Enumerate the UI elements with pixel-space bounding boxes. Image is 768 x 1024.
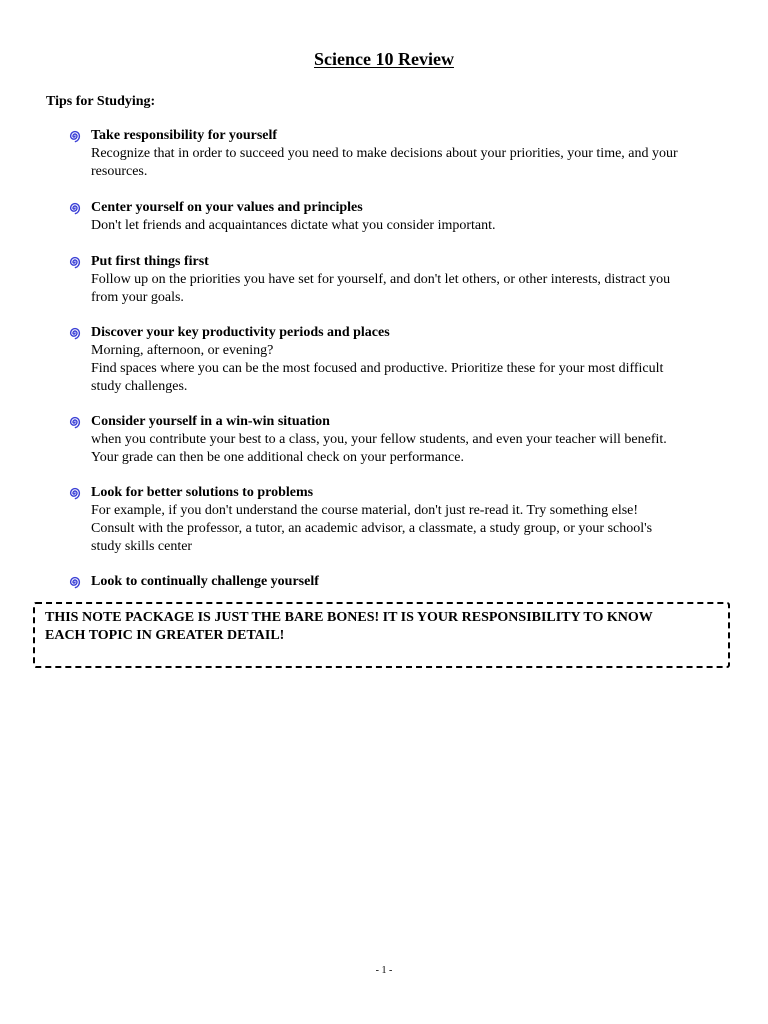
tip-item bbox=[66, 573, 726, 591]
tip-item bbox=[66, 413, 726, 467]
swirl-bullet-icon bbox=[66, 200, 82, 216]
swirl-bullet-icon bbox=[66, 325, 82, 341]
swirl-bullet-icon bbox=[66, 574, 82, 590]
tip-text-line: Morning, afternoon, or evening? bbox=[91, 343, 274, 358]
section-heading: Tips for Studying: bbox=[46, 94, 156, 109]
tip-text-line: Your grade can then be one additional check on your performance. bbox=[91, 450, 464, 465]
tip-item bbox=[66, 484, 726, 556]
tip-text-line: resources. bbox=[91, 164, 148, 179]
tip-text-line: Recognize that in order to succeed you need to make decisions about your priorities, your time, and your bbox=[91, 146, 678, 161]
swirl-bullet-icon bbox=[66, 485, 82, 501]
tip-item bbox=[66, 199, 726, 235]
tip-title: Take responsibility for yourself bbox=[91, 128, 278, 143]
tip-text-line: Don't let friends and acquaintances dictate what you consider important. bbox=[91, 218, 496, 233]
tip-text-line: For example, if you don't understand the course material, don't just re-read it. Try something else! bbox=[91, 503, 639, 518]
tip-item bbox=[66, 324, 726, 396]
tip-title: Look to continually challenge yourself bbox=[91, 574, 319, 589]
tip-title: Consider yourself in a win-win situation bbox=[91, 414, 330, 429]
notice-box bbox=[33, 602, 730, 668]
swirl-bullet-icon bbox=[66, 128, 82, 144]
tip-text-line: study challenges. bbox=[91, 379, 188, 394]
tip-text-line: Consult with the professor, a tutor, an academic advisor, a classmate, a study group, or your school's bbox=[91, 521, 653, 536]
notice-text-line: THIS NOTE PACKAGE IS JUST THE BARE BONES! IT IS YOUR RESPONSIBILITY TO KNOW bbox=[45, 610, 653, 625]
tip-title: Put first things first bbox=[91, 254, 209, 269]
tip-item bbox=[66, 253, 726, 307]
tip-item bbox=[66, 127, 726, 181]
tip-text-line: Find spaces where you can be the most focused and productive. Prioritize these for your most difficult bbox=[91, 361, 664, 376]
notice-text-line: EACH TOPIC IN GREATER DETAIL! bbox=[45, 628, 285, 643]
tip-text-line: when you contribute your best to a class, you, your fellow students, and even your teacher will benefit. bbox=[91, 432, 667, 447]
page-number: - 1 - bbox=[375, 965, 393, 976]
swirl-bullet-icon bbox=[66, 414, 82, 430]
page-title: Science 10 Review bbox=[314, 49, 454, 69]
swirl-bullet-icon bbox=[66, 254, 82, 270]
tip-text-line: Follow up on the priorities you have set for yourself, and don't let others, or other interests, distract you bbox=[91, 272, 671, 287]
tip-title: Center yourself on your values and principles bbox=[91, 200, 363, 215]
tip-title: Discover your key productivity periods and places bbox=[91, 325, 390, 340]
tip-text-line: study skills center bbox=[91, 539, 193, 554]
tip-title: Look for better solutions to problems bbox=[91, 485, 314, 500]
tip-text-line: from your goals. bbox=[91, 290, 184, 305]
